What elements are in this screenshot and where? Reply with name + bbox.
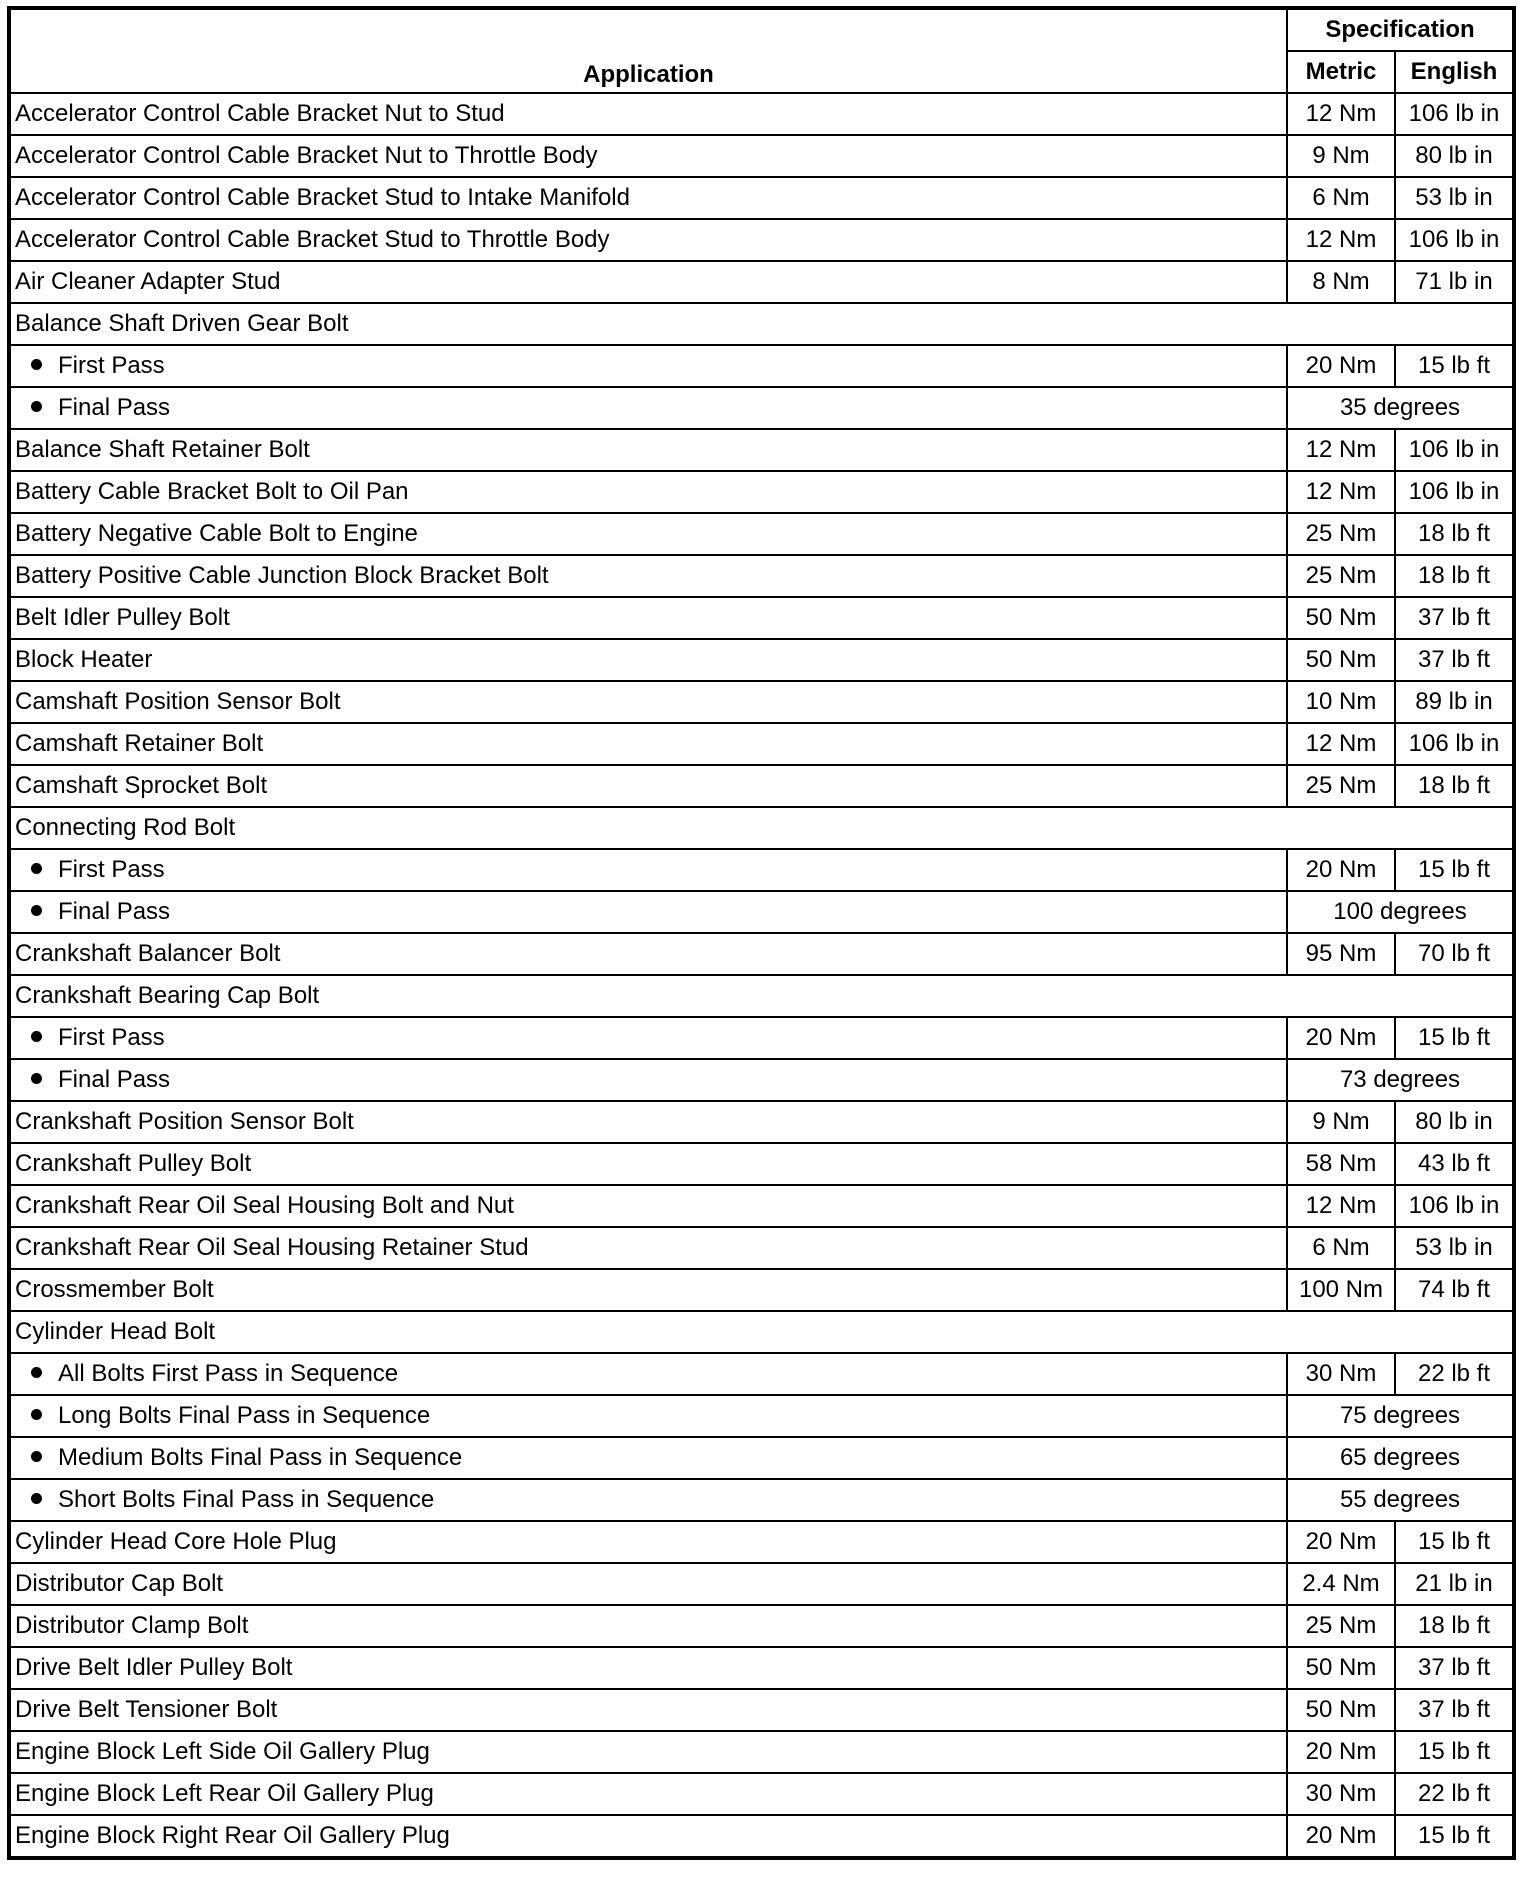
english-cell: 106 lb in [1395, 219, 1514, 261]
application-cell: Distributor Cap Bolt [9, 1563, 1287, 1605]
table-row [9, 345, 1514, 387]
metric-cell: 50 Nm [1287, 597, 1395, 639]
bullet-icon [31, 1409, 42, 1420]
table-row [9, 891, 1514, 933]
english-cell: 74 lb ft [1395, 1269, 1514, 1311]
metric-cell: 20 Nm [1287, 849, 1395, 891]
application-text: Long Bolts Final Pass in Sequence [58, 1402, 431, 1429]
english-cell: 80 lb in [1395, 135, 1514, 177]
application-cell: Accelerator Control Cable Bracket Nut to Throttle Body [9, 135, 1287, 177]
table-row [9, 1731, 1514, 1773]
table-row [9, 933, 1514, 975]
english-cell: 15 lb ft [1395, 345, 1514, 387]
sub-application-cell [9, 387, 1287, 429]
sub-application-cell [9, 1353, 1287, 1395]
english-cell: 37 lb ft [1395, 597, 1514, 639]
table-row [9, 261, 1514, 303]
bullet-icon [31, 1451, 42, 1462]
table-row [9, 1521, 1514, 1563]
metric-cell: 30 Nm [1287, 1353, 1395, 1395]
table-row [9, 429, 1514, 471]
application-text: Final Pass [58, 898, 171, 925]
english-cell: 80 lb in [1395, 1101, 1514, 1143]
table-row [9, 1647, 1514, 1689]
table-row [9, 765, 1514, 807]
english-cell: 106 lb in [1395, 1185, 1514, 1227]
table-row [9, 555, 1514, 597]
group-application-cell: Connecting Rod Bolt [9, 807, 1287, 849]
application-cell: Drive Belt Idler Pulley Bolt [9, 1647, 1287, 1689]
application-cell: Cylinder Head Core Hole Plug [9, 1521, 1287, 1563]
table-row [9, 723, 1514, 765]
metric-cell: 25 Nm [1287, 513, 1395, 555]
english-cell: 70 lb ft [1395, 933, 1514, 975]
english-cell: 15 lb ft [1395, 849, 1514, 891]
table-row [9, 1101, 1514, 1143]
table-row [9, 513, 1514, 555]
metric-cell: 12 Nm [1287, 471, 1395, 513]
application-cell: Crankshaft Rear Oil Seal Housing Retainer Stud [9, 1227, 1287, 1269]
table-row [9, 1227, 1514, 1269]
metric-cell: 12 Nm [1287, 723, 1395, 765]
english-cell: 21 lb in [1395, 1563, 1514, 1605]
english-cell: 89 lb in [1395, 681, 1514, 723]
english-cell: 71 lb in [1395, 261, 1514, 303]
english-cell: 106 lb in [1395, 471, 1514, 513]
metric-cell: 10 Nm [1287, 681, 1395, 723]
application-cell: Battery Positive Cable Junction Block Bracket Bolt [9, 555, 1287, 597]
degree-spec-cell: 65 degrees [1287, 1437, 1514, 1479]
application-cell: Camshaft Sprocket Bolt [9, 765, 1287, 807]
english-cell: 43 lb ft [1395, 1143, 1514, 1185]
degree-spec-cell: 35 degrees [1287, 387, 1514, 429]
application-cell: Crossmember Bolt [9, 1269, 1287, 1311]
table-row [9, 1017, 1514, 1059]
english-cell: 15 lb ft [1395, 1017, 1514, 1059]
table-row [9, 639, 1514, 681]
application-text: Final Pass [58, 394, 171, 421]
table-row [9, 93, 1514, 135]
application-cell: Camshaft Retainer Bolt [9, 723, 1287, 765]
metric-cell: 95 Nm [1287, 933, 1395, 975]
application-cell: Drive Belt Tensioner Bolt [9, 1689, 1287, 1731]
group-spec-blank [1287, 807, 1514, 849]
group-application-cell: Balance Shaft Driven Gear Bolt [9, 303, 1287, 345]
bullet-icon [31, 1367, 42, 1378]
metric-cell: 50 Nm [1287, 1689, 1395, 1731]
application-cell: Camshaft Position Sensor Bolt [9, 681, 1287, 723]
table-row [9, 1689, 1514, 1731]
application-cell: Engine Block Left Rear Oil Gallery Plug [9, 1773, 1287, 1815]
english-cell: 18 lb ft [1395, 1605, 1514, 1647]
group-spec-blank [1287, 1311, 1514, 1353]
table-row [9, 849, 1514, 891]
table-row [9, 1059, 1514, 1101]
application-cell: Accelerator Control Cable Bracket Stud to Intake Manifold [9, 177, 1287, 219]
group-application-cell: Cylinder Head Bolt [9, 1311, 1287, 1353]
metric-cell: 20 Nm [1287, 1521, 1395, 1563]
english-cell: 53 lb in [1395, 177, 1514, 219]
application-cell: Crankshaft Position Sensor Bolt [9, 1101, 1287, 1143]
english-cell: 15 lb ft [1395, 1731, 1514, 1773]
specification-header: Specification [1287, 8, 1514, 51]
metric-cell: 12 Nm [1287, 93, 1395, 135]
metric-cell: 9 Nm [1287, 135, 1395, 177]
english-cell: 106 lb in [1395, 93, 1514, 135]
sub-application-cell [9, 891, 1287, 933]
table-row [9, 1479, 1514, 1521]
application-cell: Accelerator Control Cable Bracket Stud to Throttle Body [9, 219, 1287, 261]
application-text: Medium Bolts Final Pass in Sequence [58, 1444, 463, 1471]
group-spec-blank [1287, 303, 1514, 345]
table-row [9, 681, 1514, 723]
application-cell: Crankshaft Rear Oil Seal Housing Bolt and Nut [9, 1185, 1287, 1227]
application-text: First Pass [58, 1024, 165, 1051]
torque-spec-table [7, 6, 1516, 1860]
application-text: All Bolts First Pass in Sequence [58, 1360, 399, 1387]
english-cell: 53 lb in [1395, 1227, 1514, 1269]
sub-application-cell [9, 1479, 1287, 1521]
application-cell: Battery Cable Bracket Bolt to Oil Pan [9, 471, 1287, 513]
application-header: Application [9, 8, 1287, 93]
english-cell: 18 lb ft [1395, 765, 1514, 807]
metric-cell: 9 Nm [1287, 1101, 1395, 1143]
application-text: First Pass [58, 352, 165, 379]
bullet-icon [31, 1031, 42, 1042]
metric-cell: 8 Nm [1287, 261, 1395, 303]
application-cell: Block Heater [9, 639, 1287, 681]
table-row [9, 1815, 1514, 1858]
english-cell: 18 lb ft [1395, 513, 1514, 555]
sub-application-cell [9, 345, 1287, 387]
english-header: English [1395, 51, 1514, 93]
english-cell: 22 lb ft [1395, 1353, 1514, 1395]
table-row [9, 807, 1514, 849]
metric-cell: 20 Nm [1287, 1731, 1395, 1773]
sub-application-cell [9, 849, 1287, 891]
bullet-icon [31, 1493, 42, 1504]
metric-cell: 50 Nm [1287, 1647, 1395, 1689]
english-cell: 15 lb ft [1395, 1815, 1514, 1858]
degree-spec-cell: 100 degrees [1287, 891, 1514, 933]
table-row [9, 597, 1514, 639]
table-row [9, 1269, 1514, 1311]
degree-spec-cell: 55 degrees [1287, 1479, 1514, 1521]
table-row [9, 1773, 1514, 1815]
metric-cell: 25 Nm [1287, 1605, 1395, 1647]
bullet-icon [31, 1073, 42, 1084]
table-row [9, 135, 1514, 177]
group-spec-blank [1287, 975, 1514, 1017]
english-cell: 18 lb ft [1395, 555, 1514, 597]
degree-spec-cell: 75 degrees [1287, 1395, 1514, 1437]
metric-cell: 6 Nm [1287, 1227, 1395, 1269]
bullet-icon [31, 401, 42, 412]
table-row [9, 1353, 1514, 1395]
metric-cell: 20 Nm [1287, 1017, 1395, 1059]
table-row [9, 1437, 1514, 1479]
torque-spec-page [7, 6, 1516, 1860]
table-row [9, 1605, 1514, 1647]
table-row [9, 177, 1514, 219]
application-cell: Crankshaft Balancer Bolt [9, 933, 1287, 975]
metric-cell: 2.4 Nm [1287, 1563, 1395, 1605]
sub-application-cell [9, 1017, 1287, 1059]
header-row-1 [9, 8, 1514, 51]
english-cell: 22 lb ft [1395, 1773, 1514, 1815]
metric-cell: 20 Nm [1287, 1815, 1395, 1858]
english-cell: 106 lb in [1395, 429, 1514, 471]
application-cell: Accelerator Control Cable Bracket Nut to Stud [9, 93, 1287, 135]
table-header [9, 8, 1514, 93]
table-row [9, 471, 1514, 513]
english-cell: 106 lb in [1395, 723, 1514, 765]
english-cell: 37 lb ft [1395, 1689, 1514, 1731]
metric-cell: 25 Nm [1287, 765, 1395, 807]
metric-cell: 12 Nm [1287, 219, 1395, 261]
table-row [9, 1563, 1514, 1605]
application-cell: Balance Shaft Retainer Bolt [9, 429, 1287, 471]
metric-cell: 20 Nm [1287, 345, 1395, 387]
table-row [9, 1185, 1514, 1227]
table-row [9, 303, 1514, 345]
application-cell: Battery Negative Cable Bolt to Engine [9, 513, 1287, 555]
table-row [9, 1311, 1514, 1353]
english-cell: 37 lb ft [1395, 639, 1514, 681]
application-cell: Air Cleaner Adapter Stud [9, 261, 1287, 303]
bullet-icon [31, 905, 42, 916]
application-cell: Crankshaft Pulley Bolt [9, 1143, 1287, 1185]
table-body [9, 93, 1514, 1858]
metric-cell: 50 Nm [1287, 639, 1395, 681]
group-application-cell: Crankshaft Bearing Cap Bolt [9, 975, 1287, 1017]
application-cell: Engine Block Left Side Oil Gallery Plug [9, 1731, 1287, 1773]
table-row [9, 219, 1514, 261]
table-row [9, 1395, 1514, 1437]
table-row [9, 975, 1514, 1017]
english-cell: 15 lb ft [1395, 1521, 1514, 1563]
degree-spec-cell: 73 degrees [1287, 1059, 1514, 1101]
sub-application-cell [9, 1059, 1287, 1101]
table-row [9, 1143, 1514, 1185]
metric-cell: 12 Nm [1287, 1185, 1395, 1227]
metric-cell: 30 Nm [1287, 1773, 1395, 1815]
english-cell: 37 lb ft [1395, 1647, 1514, 1689]
metric-cell: 58 Nm [1287, 1143, 1395, 1185]
bullet-icon [31, 863, 42, 874]
application-cell: Belt Idler Pulley Bolt [9, 597, 1287, 639]
application-cell: Distributor Clamp Bolt [9, 1605, 1287, 1647]
metric-cell: 25 Nm [1287, 555, 1395, 597]
metric-cell: 100 Nm [1287, 1269, 1395, 1311]
metric-cell: 12 Nm [1287, 429, 1395, 471]
bullet-icon [31, 359, 42, 370]
application-text: Final Pass [58, 1066, 171, 1093]
sub-application-cell [9, 1395, 1287, 1437]
application-text: Short Bolts Final Pass in Sequence [58, 1486, 435, 1513]
table-row [9, 387, 1514, 429]
application-text: First Pass [58, 856, 165, 883]
sub-application-cell [9, 1437, 1287, 1479]
metric-cell: 6 Nm [1287, 177, 1395, 219]
application-cell: Engine Block Right Rear Oil Gallery Plug [9, 1815, 1287, 1858]
metric-header: Metric [1287, 51, 1395, 93]
